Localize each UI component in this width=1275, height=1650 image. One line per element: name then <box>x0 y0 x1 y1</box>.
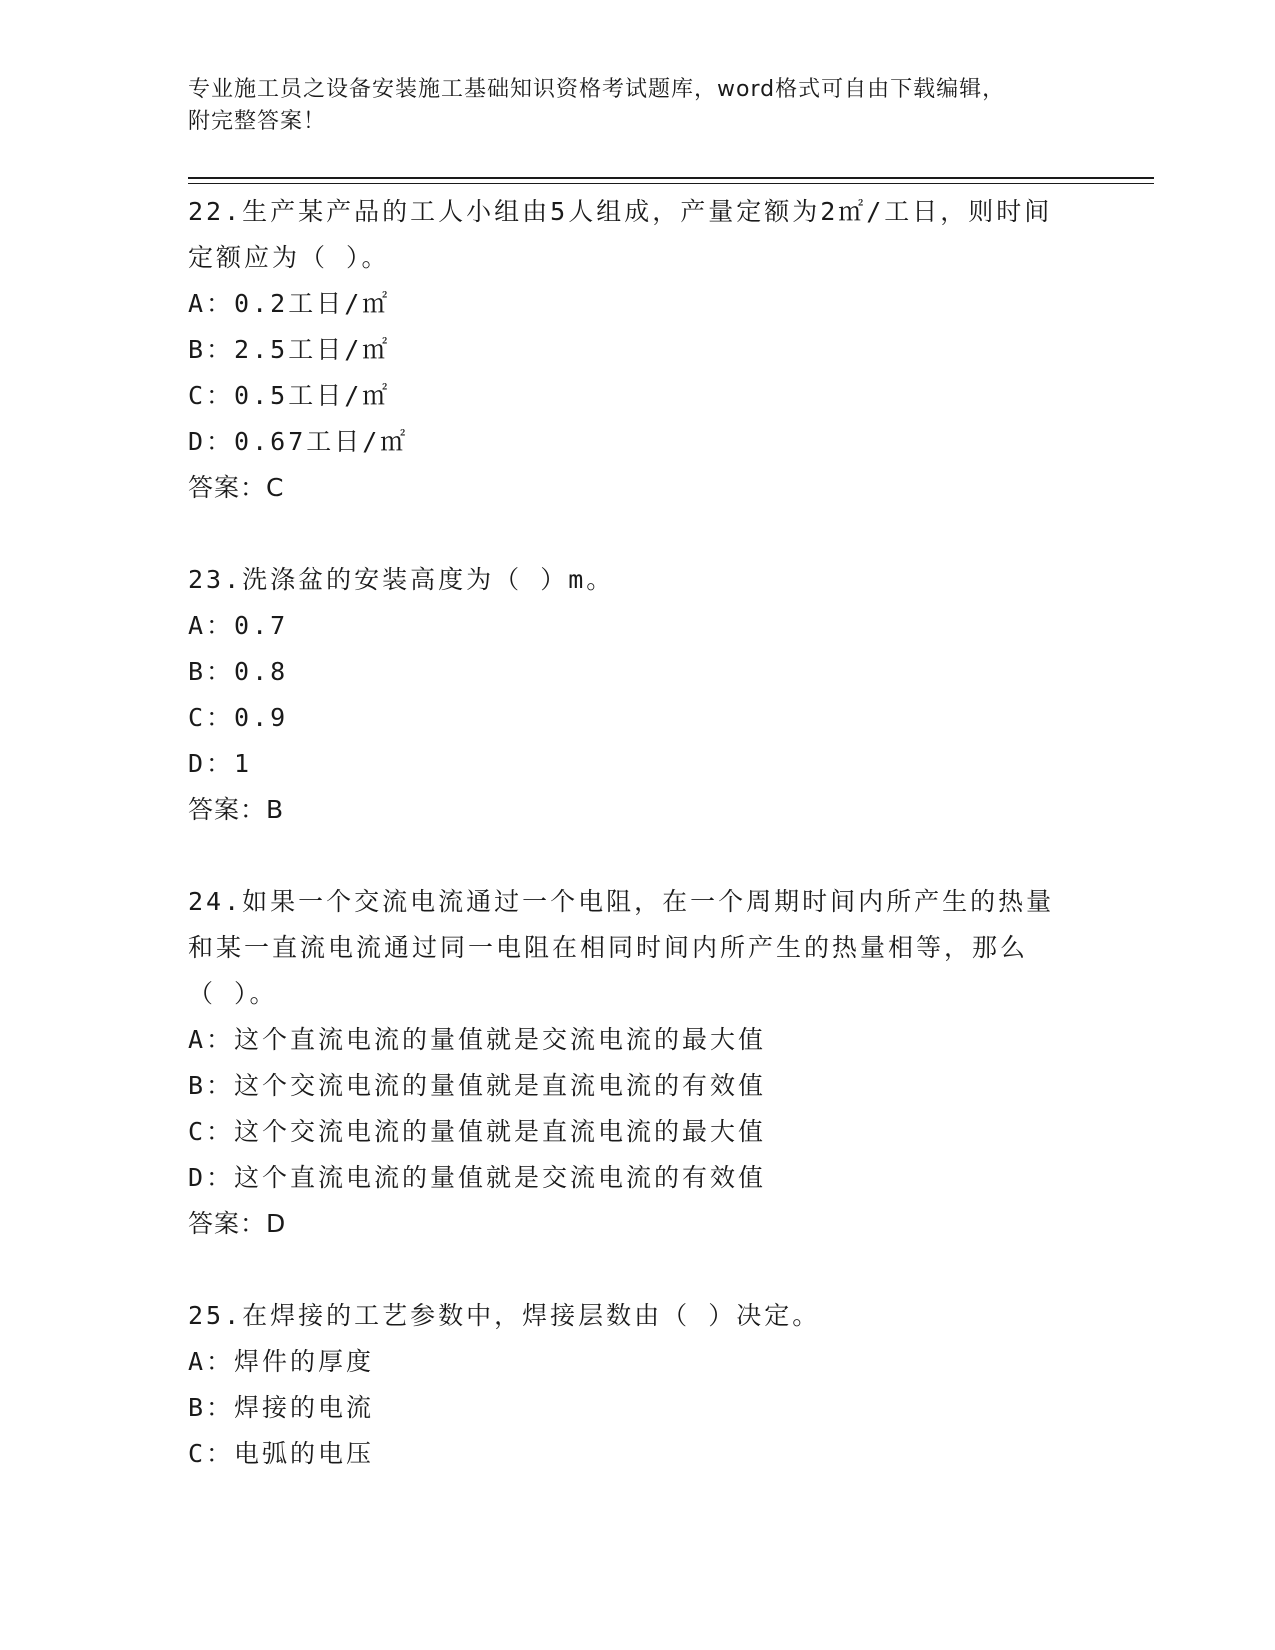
stem-line: 定额应为（ ）。 <box>188 243 390 272</box>
option-c: C：0.9 <box>188 703 289 732</box>
question-24 <box>188 879 1088 1247</box>
option-d: D：1 <box>188 749 253 778</box>
question-stem <box>188 189 1088 281</box>
header-line-1: 专业施工员之设备安装施工基础知识资格考试题库，word格式可自由下载编辑， <box>188 77 1006 102</box>
option-c: C：这个交流电流的量值就是直流电流的最大值 <box>188 1117 767 1146</box>
option-b: B：焊接的电流 <box>188 1393 375 1422</box>
header-divider-thin <box>188 183 1154 184</box>
document-header <box>188 74 1068 138</box>
option-d: D：0.67工日/㎡ <box>188 427 409 456</box>
answer: 答案：D <box>188 1209 287 1238</box>
question-23 <box>188 557 1088 833</box>
stem-line: 23.洗涤盆的安装高度为（ ）m。 <box>188 565 615 594</box>
answer: 答案：C <box>188 473 285 502</box>
question-25 <box>188 1293 1088 1477</box>
header-line-2: 附完整答案！ <box>188 109 327 134</box>
option-a: A：这个直流电流的量值就是交流电流的最大值 <box>188 1025 767 1054</box>
stem-line: 和某一直流电流通过同一电阻在相同时间内所产生的热量相等，那么 <box>188 933 1029 962</box>
option-d: D：这个直流电流的量值就是交流电流的有效值 <box>188 1163 767 1192</box>
question-stem <box>188 1293 1088 1339</box>
question-22 <box>188 189 1088 511</box>
option-c: C：电弧的电压 <box>188 1439 375 1468</box>
option-a: A：0.2工日/㎡ <box>188 289 391 318</box>
question-stem <box>188 557 1088 603</box>
option-b: B：0.8 <box>188 657 289 686</box>
stem-line: （ ）。 <box>188 979 278 1008</box>
option-b: B：这个交流电流的量值就是直流电流的有效值 <box>188 1071 767 1100</box>
option-a: A：焊件的厚度 <box>188 1347 375 1376</box>
header-divider-thick <box>188 177 1154 179</box>
question-list <box>188 189 1088 1523</box>
stem-line: 25.在焊接的工艺参数中，焊接层数由（ ）决定。 <box>188 1301 821 1330</box>
option-a: A：0.7 <box>188 611 289 640</box>
answer: 答案：B <box>188 795 285 824</box>
stem-line: 22.生产某产品的工人小组由5人组成，产量定额为2㎡/工日，则时间 <box>188 197 1053 226</box>
question-stem <box>188 879 1088 1017</box>
stem-line: 24.如果一个交流电流通过一个电阻，在一个周期时间内所产生的热量 <box>188 887 1055 916</box>
option-c: C：0.5工日/㎡ <box>188 381 391 410</box>
option-b: B：2.5工日/㎡ <box>188 335 391 364</box>
